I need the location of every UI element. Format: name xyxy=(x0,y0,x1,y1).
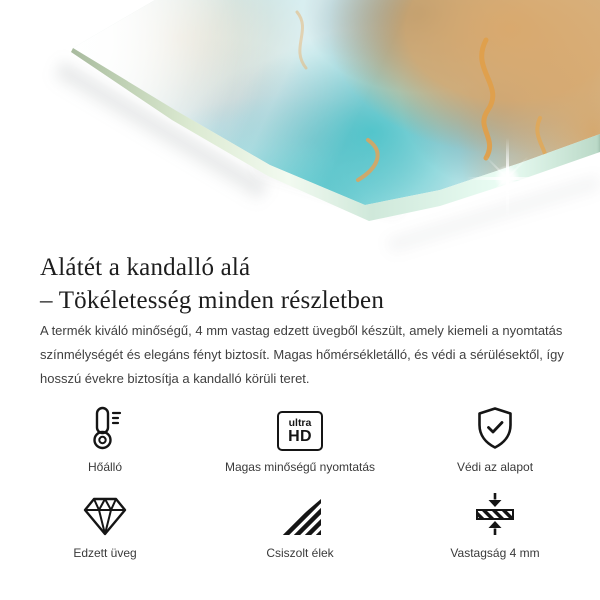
page-title xyxy=(40,251,560,317)
feature-label: Edzett üveg xyxy=(73,546,137,560)
thermometer-icon xyxy=(87,407,123,451)
feature-row xyxy=(40,407,560,474)
feature-heat-resistant xyxy=(40,407,170,474)
ultra-hd-icon: ultra HD xyxy=(277,407,323,451)
feature-label: Vastagság 4 mm xyxy=(450,546,540,560)
shield-check-icon xyxy=(472,407,518,451)
diamond-icon xyxy=(81,493,129,537)
feature-row xyxy=(40,493,560,560)
product-hero-image xyxy=(0,0,600,240)
title-line-2: – Tökéletesség minden részletben xyxy=(40,286,385,314)
feature-ultra-hd-print xyxy=(190,407,410,474)
thickness-icon xyxy=(472,493,518,537)
polished-edges-icon xyxy=(277,493,323,537)
feature-label: Védi az alapot xyxy=(456,460,534,474)
feature-protects-base xyxy=(430,407,560,474)
feature-label: Hőálló xyxy=(87,460,123,474)
feature-grid xyxy=(40,407,560,560)
feature-thickness-4mm xyxy=(430,493,560,560)
feature-polished-edges xyxy=(190,493,410,560)
feature-tempered-glass xyxy=(40,493,170,560)
title-line-1: Alátét a kandalló alá xyxy=(40,253,251,281)
product-description: A termék kiváló minőségű, 4 mm vastag edzett üvegből készült, amely kiemeli a nyomtatás színmélységét és elegáns fényt biztosít. Magas hőmérsékletálló, és védi a sérülésektől, így hosszú évekre biztosítja a kandalló körüli teret. xyxy=(40,323,564,386)
feature-label: Csiszolt élek xyxy=(266,546,334,560)
feature-label: Magas minőségű nyomtatás xyxy=(224,460,376,474)
